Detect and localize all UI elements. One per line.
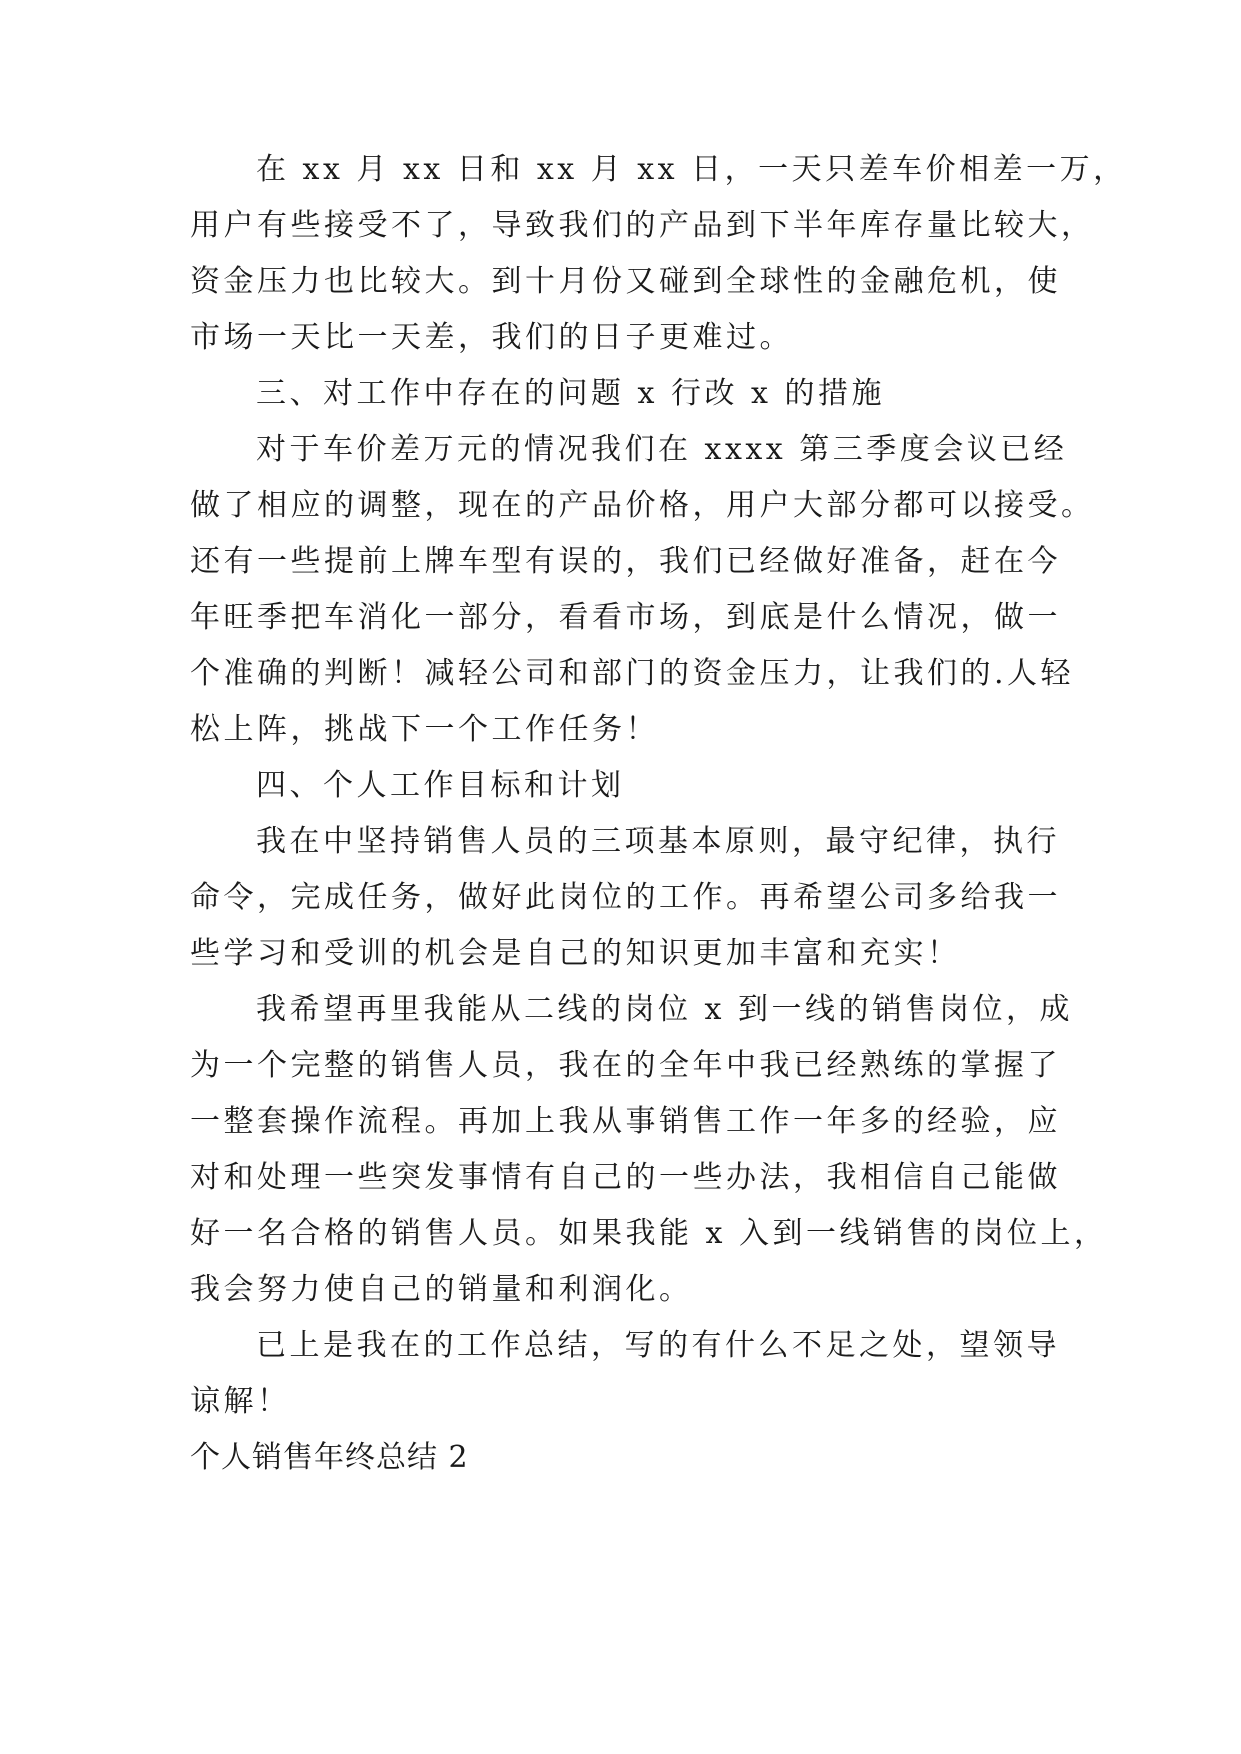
paragraph-line: 谅解！ <box>190 1384 291 1419</box>
paragraph-line: 用户有些接受不了，导致我们的产品到下半年库存量比较大， <box>190 208 1095 243</box>
paragraph-line: 我希望再里我能从二线的岗位 x 到一线的销售岗位，成 <box>256 992 1073 1027</box>
paragraph-line: 还有一些提前上牌车型有误的，我们已经做好准备，赶在今 <box>190 544 1061 579</box>
paragraph-line: 做了相应的调整，现在的产品价格，用户大部分都可以接受。 <box>190 488 1095 523</box>
paragraph-line: 我在中坚持销售人员的三项基本原则，最守纪律，执行 <box>256 824 1060 859</box>
paragraph-line: 在 xx 月 xx 日和 xx 月 xx 日，一天只差车价相差一万， <box>256 152 1127 187</box>
paragraph-line: 我会努力使自己的销量和利润化。 <box>190 1272 693 1307</box>
document-title: 个人销售年终总结 2 <box>190 1440 469 1475</box>
paragraph-line: 些学习和受训的机会是自己的知识更加丰富和充实！ <box>190 936 961 971</box>
paragraph-line: 一整套操作流程。再加上我从事销售工作一年多的经验，应 <box>190 1104 1061 1139</box>
paragraph-line: 年旺季把车消化一部分，看看市场，到底是什么情况，做一 <box>190 600 1061 635</box>
paragraph-line: 个准确的判断！减轻公司和部门的资金压力，让我们的.人轻 <box>190 656 1075 691</box>
paragraph-line: 命令，完成任务，做好此岗位的工作。再希望公司多给我一 <box>190 880 1061 915</box>
paragraph-line: 好一名合格的销售人员。如果我能 x 入到一线销售的岗位上， <box>190 1216 1108 1251</box>
paragraph-line: 已上是我在的工作总结，写的有什么不足之处，望领导 <box>256 1328 1060 1363</box>
paragraph-line: 市场一天比一天差，我们的日子更难过。 <box>190 320 793 355</box>
paragraph-line: 松上阵，挑战下一个工作任务！ <box>190 712 659 747</box>
section-heading: 三、对工作中存在的问题 x 行改 x 的措施 <box>256 376 885 411</box>
paragraph-line: 为一个完整的销售人员，我在的全年中我已经熟练的掌握了 <box>190 1048 1061 1083</box>
section-heading: 四、个人工作目标和计划 <box>256 768 625 803</box>
paragraph-line: 对于车价差万元的情况我们在 xxxx 第三季度会议已经 <box>256 432 1068 467</box>
paragraph-line: 资金压力也比较大。到十月份又碰到全球性的金融危机，使 <box>190 264 1061 299</box>
paragraph-line: 对和处理一些突发事情有自己的一些办法，我相信自己能做 <box>190 1160 1061 1195</box>
